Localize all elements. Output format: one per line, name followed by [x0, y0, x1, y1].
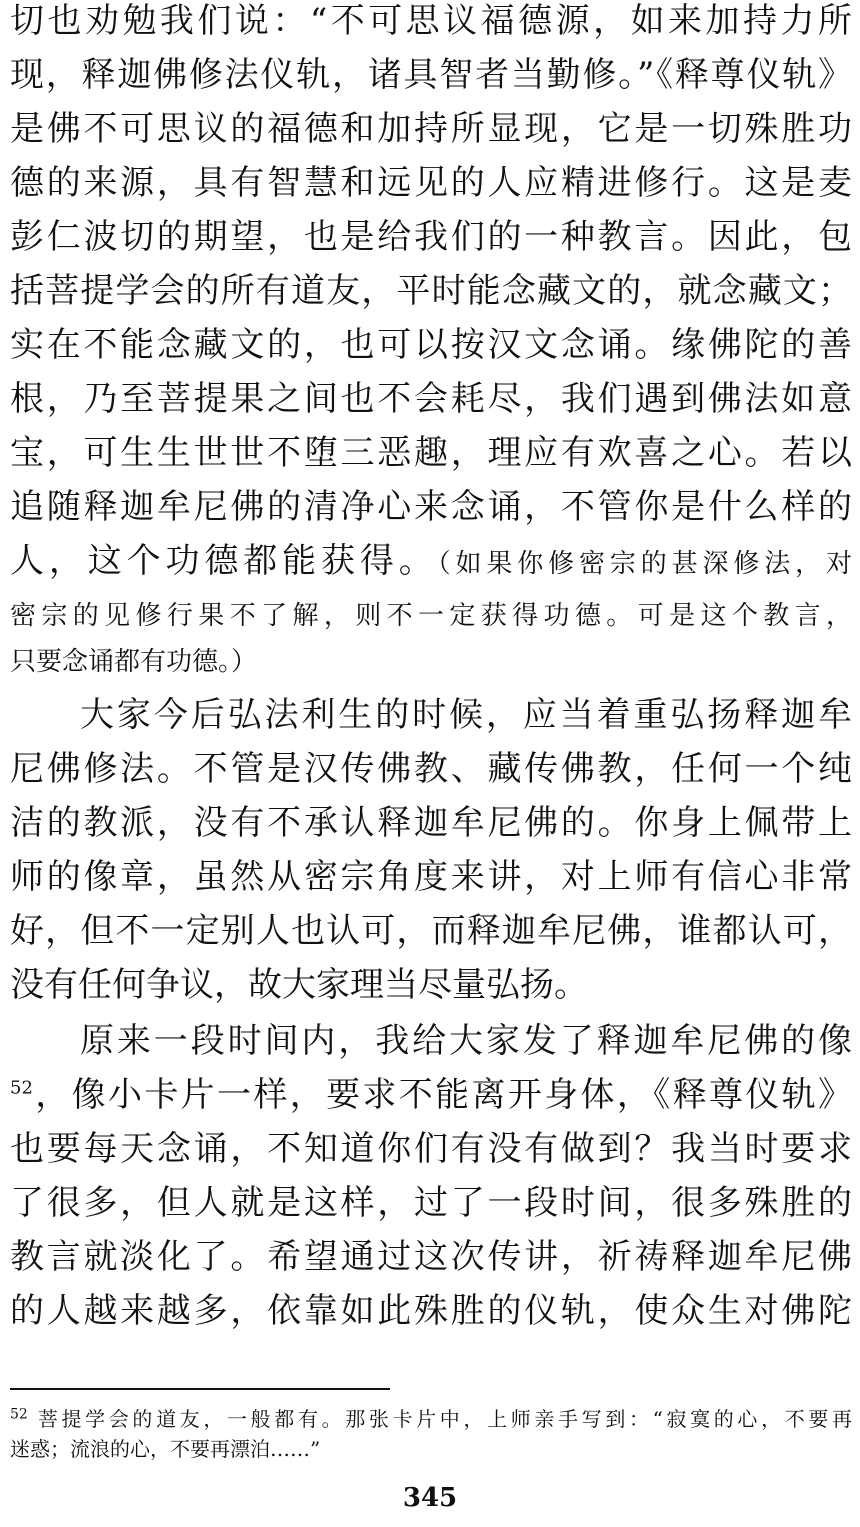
body-line: 是佛不可思议的福德和加持所显现，它是一切殊胜功 [10, 109, 852, 149]
body-line: 根，乃至菩提果之间也不会耗尽，我们遇到佛法如意 [10, 379, 852, 419]
body-line: 洁的教派，没有不承认释迦牟尼佛的。你身上佩带上 [10, 803, 852, 843]
note-line: 密宗的见修行果不了解，则不一定获得功德。可是这个教言， [10, 601, 852, 631]
body-line: 彭仁波切的期望，也是给我们的一种教言。因此，包 [10, 217, 852, 257]
footnote-line: 迷惑；流浪的心，不要再漂泊……” [10, 1437, 321, 1461]
footnote-line [10, 1404, 852, 1434]
body-line: 也要每天念诵，不知道你们有没有做到？我当时要求 [10, 1129, 852, 1169]
body-text: 人，这个功德都能获得。 [10, 541, 438, 581]
body-line: 宝，可生生世世不堕三恶趣，理应有欢喜之心。若以 [10, 433, 852, 473]
page-number: 345 [402, 1483, 458, 1513]
body-line-with-footnote-ref [10, 1068, 852, 1122]
body-line: 切也劝勉我们说：“不可思议福德源，如来加持力所 [10, 1, 852, 41]
body-line: 师的像章，虽然从密宗角度来讲，对上师有信心非常 [10, 857, 852, 897]
body-line: 实在不能念藏文的，也可以按汉文念诵。缘佛陀的善 [10, 325, 852, 365]
body-line: 好，但不一定别人也认可，而释迦牟尼佛，谁都认可， [10, 911, 852, 951]
footnote-text: 菩提学会的道友，一般都有。那张卡片中，上师亲手写到：“寂寞的心，不要再 [37, 1407, 853, 1431]
body-line: 的人越来越多，依靠如此殊胜的仪轨，使众生对佛陀 [10, 1291, 852, 1331]
body-line: 教言就淡化了。希望通过这次传讲，祈祷释迦牟尼佛 [10, 1237, 852, 1277]
footnote-divider [10, 1388, 390, 1390]
body-line: 没有任何争议，故大家理当尽量弘扬。 [10, 965, 588, 1005]
parenthetical-note: （如果你修密宗的甚深修法，对 [437, 549, 852, 579]
body-line-mixed [10, 534, 852, 588]
body-line: 现，释迦佛修法仪轨，诸具智者当勤修。”《释尊仪轨》 [10, 55, 852, 95]
body-text: ，像小卡片一样，要求不能离开身体，《释尊仪轨》 [32, 1075, 852, 1115]
note-line: 只要念诵都有功德。） [10, 647, 258, 677]
body-line: 括菩提学会的所有道友，平时能念藏文的，就念藏文； [10, 271, 852, 311]
footnote-mark: 52 [10, 1406, 28, 1423]
body-line: 原来一段时间内，我给大家发了释迦牟尼佛的像 [80, 1021, 852, 1061]
body-line: 了很多，但人就是这样，过了一段时间，很多殊胜的 [10, 1183, 852, 1223]
body-line: 大家今后弘法利生的时候，应当着重弘扬释迦牟 [80, 695, 852, 735]
body-line: 尼佛修法。不管是汉传佛教、藏传佛教，任何一个纯 [10, 749, 852, 789]
body-line: 追随释迦牟尼佛的清净心来念诵，不管你是什么样的 [10, 487, 852, 527]
footnote-reference[interactable]: 52 [10, 1077, 33, 1099]
body-line: 德的来源，具有智慧和远见的人应精进修行。这是麦 [10, 163, 852, 203]
